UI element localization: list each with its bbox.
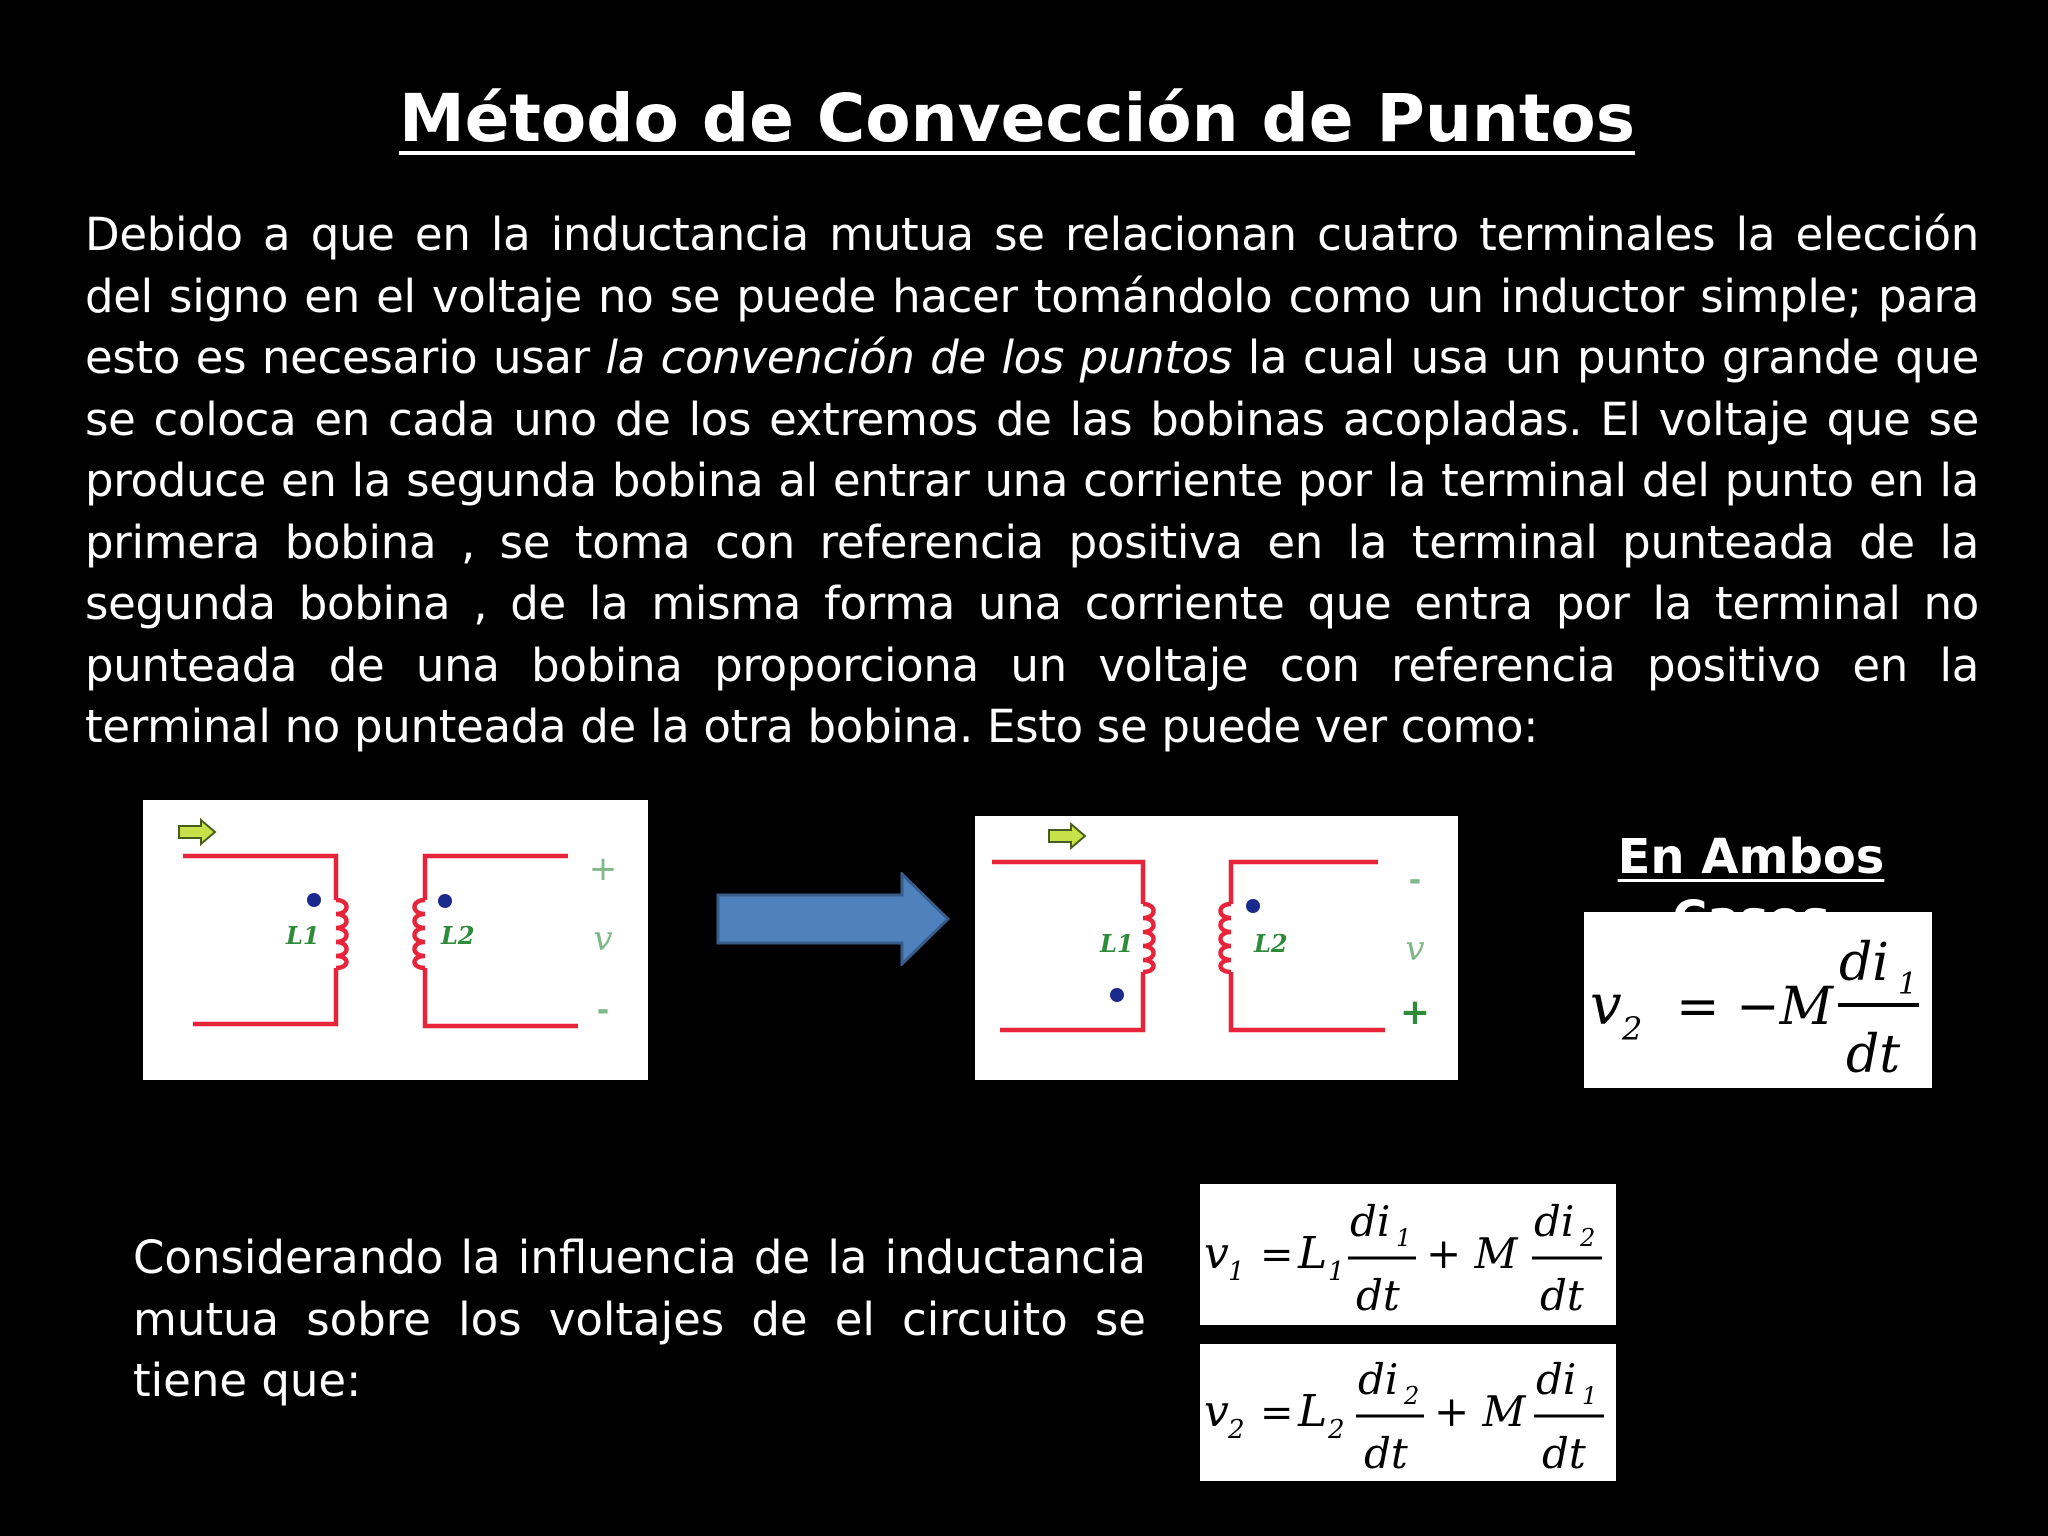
label-l1: L1 bbox=[286, 921, 320, 950]
intro-text-before: Debido a que en la inductancia mutua se relacionan cuatro terminales la elección del signo en el voltaje no se puede hacer tomándolo como un inductor simple; para esto es necesario usar bbox=[85, 208, 1979, 384]
label-l2: L2 bbox=[441, 921, 475, 950]
eq-plus-m: + M bbox=[1426, 1229, 1518, 1278]
eq-lhs-sub: 1 bbox=[1228, 1257, 1245, 1287]
eq-num1: di bbox=[1358, 1355, 1399, 1404]
coil-l1-winding bbox=[336, 900, 347, 968]
equation-v1 bbox=[1200, 1184, 1616, 1325]
eq-num1: di bbox=[1350, 1197, 1391, 1246]
polarity-dot-l2 bbox=[438, 894, 452, 908]
eq-num2-sub: 2 bbox=[1580, 1224, 1596, 1252]
eq-den2: dt bbox=[1542, 1429, 1586, 1478]
transition-arrow-icon bbox=[716, 872, 950, 966]
sign-bottom: + bbox=[1399, 992, 1431, 1033]
coil-l2-winding bbox=[415, 900, 426, 968]
equation-v2 bbox=[1200, 1344, 1616, 1481]
eq-lhs-sub: 2 bbox=[1622, 1010, 1643, 1048]
eq-plus-m: + M bbox=[1434, 1387, 1526, 1436]
eq-lhs-sub: 2 bbox=[1228, 1415, 1245, 1445]
eq-den2: dt bbox=[1540, 1271, 1584, 1320]
polarity-dot-l1 bbox=[307, 893, 321, 907]
coil-l2-winding bbox=[1221, 904, 1232, 972]
intro-paragraph bbox=[85, 204, 1979, 758]
voltage-label: v bbox=[593, 919, 613, 959]
eq-numerator: di bbox=[1839, 933, 1889, 993]
circuit-diagram-a bbox=[143, 800, 648, 1080]
label-l2: L2 bbox=[1254, 929, 1288, 958]
eq-l: L bbox=[1298, 1228, 1328, 1279]
polarity-dot-l2 bbox=[1246, 899, 1260, 913]
eq-equals: = bbox=[1260, 1390, 1294, 1436]
current-arrow-icon bbox=[179, 820, 215, 844]
sign-top: - bbox=[1408, 863, 1422, 898]
eq-den1: dt bbox=[1356, 1271, 1400, 1320]
eq-l-sub: 1 bbox=[1328, 1257, 1345, 1287]
eq-denominator: dt bbox=[1846, 1025, 1901, 1085]
eq-lhs: v bbox=[1590, 973, 1622, 1038]
consider-paragraph: Considerando la influencia de la inductancia mutua sobre los voltajes de el circuito se tiene que: bbox=[133, 1231, 1146, 1407]
eq-num1-sub: 1 bbox=[1396, 1224, 1412, 1252]
eq-lhs: v bbox=[1204, 1386, 1229, 1437]
polarity-dot-l1 bbox=[1110, 988, 1124, 1002]
slide-title: Método de Convección de Puntos bbox=[398, 80, 1636, 157]
eq-rhs-prefix: = −M bbox=[1676, 977, 1833, 1037]
intro-text-emphasis: la convención de los puntos bbox=[605, 331, 1233, 384]
eq-lhs: v bbox=[1204, 1228, 1229, 1279]
intro-text-after: la cual usa un punto grande que se coloca en cada uno de los extremos de las bobinas acopladas. El voltaje que se produce en la segunda bobina al entrar una corriente por la terminal del punto en la primera bobina , se toma con referencia positiva en la terminal punteada de la segunda bobina , de la misma forma una corriente que entra por la terminal no punteada de una bobina proporciona un voltaje con referencia positivo en la terminal no punteada de la otra bobina. Esto se puede ver como: bbox=[85, 331, 1980, 753]
eq-num1-sub: 2 bbox=[1404, 1382, 1420, 1410]
eq-l: L bbox=[1298, 1386, 1328, 1437]
coil-l1-winding bbox=[1143, 904, 1154, 972]
voltage-label: v bbox=[1405, 929, 1425, 969]
sign-top: + bbox=[588, 849, 618, 889]
eq-equals: = bbox=[1260, 1232, 1294, 1278]
equation-both-cases bbox=[1584, 912, 1932, 1088]
label-l1: L1 bbox=[1100, 929, 1134, 958]
eq-numerator-sub: 1 bbox=[1898, 967, 1918, 1002]
eq-num2-sub: 1 bbox=[1582, 1382, 1598, 1410]
eq-num2: di bbox=[1536, 1355, 1577, 1404]
eq-den1: dt bbox=[1364, 1429, 1408, 1478]
eq-num2: di bbox=[1534, 1197, 1575, 1246]
circuit-diagram-b bbox=[975, 816, 1458, 1080]
eq-l-sub: 2 bbox=[1328, 1415, 1345, 1445]
current-arrow-icon bbox=[1049, 824, 1085, 848]
sign-bottom: - bbox=[596, 993, 610, 1028]
both-cases-heading: En Ambos bbox=[1617, 829, 1885, 885]
